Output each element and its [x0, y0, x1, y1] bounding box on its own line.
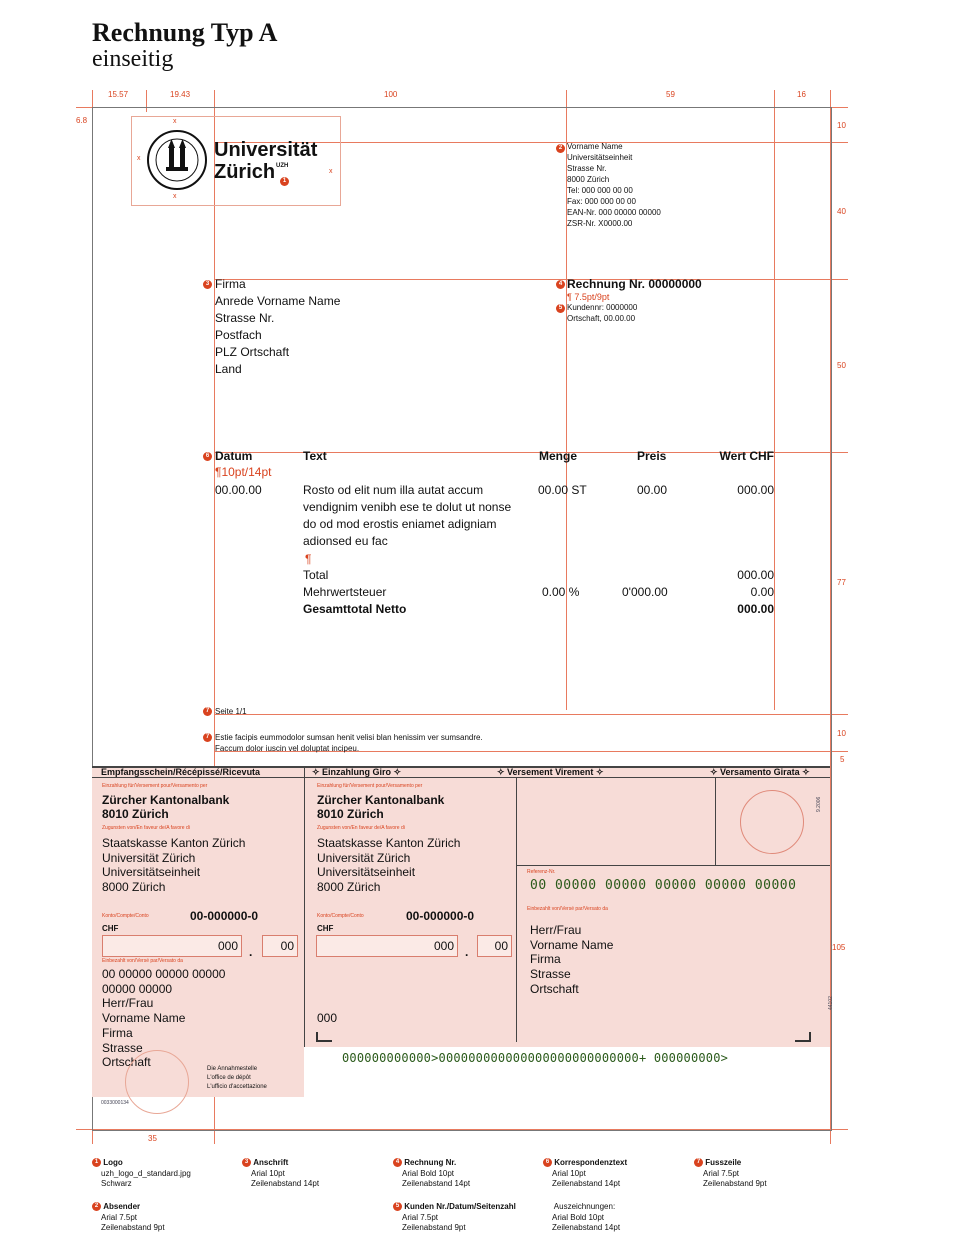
- row-text-line: adionsed eu fac: [303, 534, 388, 548]
- bank-city-mid: 8010 Zürich: [317, 807, 384, 821]
- ref-line: 00000 00000: [102, 981, 173, 996]
- dim-bottom: 35: [148, 1134, 157, 1143]
- row-qty: 00.00 ST: [538, 483, 587, 497]
- grand-value: 000.00: [737, 602, 774, 616]
- legend-line: Arial Bold 10pt: [402, 1168, 455, 1178]
- bank-name: Zürcher Kantonalbank: [102, 793, 230, 807]
- ref-line: 00 00000 00000 00000: [102, 967, 226, 981]
- lbl-einbez: Einbezahlt von/Versé par/Versato da: [102, 958, 183, 964]
- amount-value: 000: [217, 939, 238, 953]
- logo-line2: Zürich: [214, 161, 276, 183]
- annahme-line: Die Annahmestelle: [207, 1066, 258, 1072]
- slip-divider: [304, 766, 305, 1047]
- footer-text1: Estie facipis eummodolor sumsan henit velisi blan henissim ver sumsandre.: [215, 733, 483, 742]
- dim-top-5: 16: [797, 90, 806, 99]
- payer-line: Strasse: [530, 967, 571, 982]
- dim-right-5: 10: [837, 729, 846, 738]
- marker-7: 7: [203, 707, 212, 716]
- amount-field-mid[interactable]: [316, 935, 458, 957]
- recipient-line: Anrede Vorname Name: [215, 294, 341, 308]
- payer-line: Ortschaft: [530, 981, 579, 996]
- invoice-number: Rechnung Nr. 00000000: [567, 277, 702, 291]
- dim-right-6: 5: [840, 755, 845, 764]
- slip-h3-label: Versement Virement: [507, 767, 594, 777]
- legend-item-5: [393, 1202, 516, 1234]
- grand-label: Gesamttotal Netto: [303, 602, 407, 616]
- col-text: Text: [303, 449, 327, 463]
- payer-line: Firma: [102, 1025, 133, 1040]
- corner-mark: [316, 1032, 332, 1042]
- dim-top-2: 19.43: [170, 90, 191, 99]
- row-text-line: vendignim venibh ese te dolut ut nonse: [303, 500, 512, 514]
- legend-bullet: 2: [92, 1202, 101, 1211]
- favour-block: [102, 836, 245, 895]
- legend-line: Zeilenabstand 9pt: [402, 1223, 466, 1232]
- sender-line: Tel: 000 000 00 00: [567, 186, 633, 195]
- amount-value-mid: 000: [433, 939, 454, 953]
- vat-rate: 0.00 %: [542, 585, 580, 599]
- legend-line: uzh_logo_d_standard.jpg: [101, 1168, 191, 1178]
- legend-line: Zeilenabstand 14pt: [552, 1223, 621, 1232]
- lbl-einbez-right: Einbezahlt von/Versé par/Versato da: [527, 906, 608, 912]
- page-subtitle: einseitig: [92, 46, 174, 72]
- payer-block-right: [530, 923, 613, 997]
- dim-right-4: 77: [837, 578, 846, 587]
- slip-divider: [516, 778, 517, 1042]
- recipient-line: Land: [215, 362, 242, 376]
- lbl-konto: Konto/Compte/Conto: [102, 913, 149, 919]
- payer-line: Vorname Name: [530, 937, 614, 952]
- cents-field[interactable]: [262, 935, 298, 957]
- chf-label: CHF: [102, 924, 119, 933]
- legend-title: Auszeichnungen:: [553, 1202, 616, 1211]
- legend-bullet: 5: [393, 1202, 402, 1211]
- mid-amount: 000: [317, 1011, 338, 1025]
- logo-margin-mark: x: [137, 155, 141, 162]
- favour-line: Staatskasse Kanton Zürich: [317, 836, 461, 850]
- favour-line: Staatskasse Kanton Zürich: [102, 836, 246, 850]
- col-value: Wert CHF: [719, 449, 774, 463]
- legend-line: Zeilenabstand 14pt: [251, 1179, 320, 1188]
- legend-item-7: [543, 1202, 620, 1234]
- legend-bullet: 4: [393, 1158, 402, 1167]
- legend-title: Korrespondenztext: [554, 1158, 628, 1167]
- vat-value: 0.00: [750, 585, 774, 599]
- legend-line: Zeilenabstand 14pt: [402, 1179, 471, 1188]
- bank-name-mid: Zürcher Kantonalbank: [317, 793, 445, 807]
- row-text: [303, 482, 511, 550]
- legend-line: Arial 7.5pt: [402, 1212, 439, 1222]
- bank-city: 8010 Zürich: [102, 807, 169, 821]
- col-date: Datum: [215, 449, 253, 463]
- marker-5: 5: [556, 304, 565, 313]
- dim-right-7: 105: [832, 943, 846, 952]
- favour-line: 8000 Zürich: [317, 880, 381, 895]
- sender-line: ZSR-Nr. X0000.00: [567, 219, 633, 228]
- lbl-fav-mid: Zugunsten von/En faveur de/A favore di: [317, 825, 405, 831]
- footer-page: Seite 1/1: [215, 707, 247, 716]
- slip-h2: ✧ Einzahlung Giro ✧: [312, 767, 402, 777]
- legend-line: Arial 10pt: [251, 1168, 285, 1178]
- uzh-seal-icon: [146, 129, 208, 191]
- amount-field[interactable]: [102, 935, 242, 957]
- marker-3: 3: [203, 280, 212, 289]
- row-date: 00.00.00: [215, 483, 262, 497]
- logo-line1: Universität: [214, 139, 318, 161]
- legend-bullet: 6: [543, 1158, 552, 1167]
- chf-label-mid: CHF: [317, 924, 334, 933]
- legend-bullet: 1: [92, 1158, 101, 1167]
- legend-item-8: [694, 1158, 767, 1190]
- legend-line: Arial 7.5pt: [101, 1212, 138, 1222]
- sender-line: Universitätseinheit: [567, 153, 633, 162]
- stamp-circle-right: [740, 790, 804, 854]
- lbl-pay-mid: Einzahlung für/Versement pour/Versamento per: [317, 783, 423, 789]
- dim-top-1: 15.57: [108, 90, 129, 99]
- annahme-line: L'office de dépôt: [207, 1075, 251, 1081]
- legend-bullet: 7: [694, 1158, 703, 1167]
- lbl-ref: Referenz-Nr.: [527, 869, 556, 875]
- reference-number: 00 00000 00000 00000 00000 00000: [530, 878, 797, 893]
- logo-margin-mark: x: [173, 193, 177, 200]
- favour-line: Universitätseinheit: [102, 865, 201, 880]
- amount-dot: .: [249, 945, 253, 959]
- sender-line: EAN-Nr. 000 00000 00000: [567, 208, 661, 217]
- marker-1: 1: [280, 177, 289, 186]
- sender-line: Strasse Nr.: [567, 164, 607, 173]
- lbl-pay: Einzahlung für/Versement pour/Versamento per: [102, 783, 208, 789]
- legend-title: Fusszeile: [705, 1158, 742, 1167]
- logo-area: [131, 116, 341, 206]
- annahme-block: [207, 1065, 267, 1092]
- legend-item-1: [92, 1158, 191, 1190]
- total-value: 000.00: [737, 568, 774, 582]
- recipient-block: [215, 276, 340, 378]
- row-text-line: do od mod erostis eniamet adigniam: [303, 517, 497, 531]
- favour-line: Universitätseinheit: [317, 865, 416, 880]
- logo-margin-mark: x: [173, 118, 177, 125]
- total-label: Total: [303, 568, 329, 582]
- legend-line: Zeilenabstand 9pt: [101, 1223, 165, 1232]
- legend-bullet: 3: [242, 1158, 251, 1167]
- legend-line: Arial 10pt: [552, 1168, 586, 1178]
- konto-number-mid: 00-000000-0: [406, 909, 475, 923]
- lbl-konto-mid: Konto/Compte/Conto: [317, 913, 364, 919]
- row-value: 000.00: [737, 483, 774, 497]
- legend-title: Rechnung Nr.: [404, 1158, 457, 1167]
- invoice-place-date: Ortschaft, 00.00.00: [567, 314, 636, 323]
- legend-line: Arial Bold 10pt: [552, 1212, 605, 1222]
- sender-block: [567, 141, 661, 229]
- side-code-2: 44102: [828, 996, 834, 1010]
- cents-value-mid: 00: [494, 939, 508, 953]
- cents-value: 00: [280, 939, 294, 953]
- payer-line: Vorname Name: [102, 1011, 186, 1026]
- dim-top-4: 59: [666, 90, 675, 99]
- sender-line: 8000 Zürich: [567, 175, 610, 184]
- legend-item-3: [242, 1158, 319, 1190]
- row-price: 00.00: [637, 483, 668, 497]
- page-title: Rechnung Typ A: [92, 18, 278, 47]
- payer-line: Firma: [530, 952, 561, 967]
- sender-line: Fax: 000 000 00 00: [567, 197, 636, 206]
- legend-title: Logo: [103, 1158, 123, 1167]
- favour-line: 8000 Zürich: [102, 880, 166, 895]
- recipient-line: Strasse Nr.: [215, 311, 275, 325]
- slip-divider: [517, 865, 830, 866]
- pilcrow: ¶: [305, 552, 312, 566]
- slip-h3: ✧ Versement Virement ✧: [497, 767, 604, 777]
- slip-h2-label: Einzahlung Giro: [322, 767, 392, 777]
- payer-line: Strasse: [102, 1040, 143, 1055]
- logo-margin-mark: x: [329, 168, 333, 175]
- legend-title: Kunden Nr./Datum/Seitenzahl: [404, 1202, 516, 1211]
- dim-right-2: 40: [837, 207, 846, 216]
- col-qty: Menge: [539, 449, 578, 463]
- legend-line: Zeilenabstand 14pt: [552, 1179, 621, 1188]
- recipient-line: Firma: [215, 277, 246, 291]
- amount-dot-mid: .: [465, 945, 469, 959]
- cents-field-mid[interactable]: [477, 935, 512, 957]
- favour-block-mid: [317, 836, 460, 895]
- recipient-line: Postfach: [215, 328, 262, 342]
- dim-top-3: 100: [384, 90, 398, 99]
- row-text-line: Rosto od elit num illa autat accum: [303, 483, 484, 497]
- footer-text2: Faccum dolor iuscin vel doluptat incipeu.: [215, 744, 360, 753]
- legend-line: Arial 7.5pt: [703, 1168, 740, 1178]
- legend-title: Anschrift: [253, 1158, 289, 1167]
- recipient-line: PLZ Ortschaft: [215, 345, 290, 359]
- legend-item-4: [393, 1158, 470, 1190]
- stamp-circle: [125, 1050, 189, 1114]
- marker-7b: 7: [203, 733, 212, 742]
- annahme-line: L'ufficio d'accettazione: [207, 1084, 267, 1090]
- invoice-customer: Kundennr: 0000000: [567, 303, 638, 312]
- lbl-fav: Zugunsten von/En faveur de/A favore di: [102, 825, 190, 831]
- legend-item-6: [543, 1158, 627, 1190]
- vat-label: Mehrwertsteuer: [303, 585, 387, 599]
- logo-sup: UZH: [276, 163, 289, 169]
- vat-base: 0'000.00: [622, 585, 668, 599]
- legend-line: Schwarz: [101, 1179, 132, 1188]
- legend-line: Zeilenabstand 9pt: [703, 1179, 767, 1188]
- payer-line: Ortschaft: [102, 1055, 151, 1070]
- side-code-1: 9.2006: [816, 796, 822, 812]
- slip-h4: ✧ Versamento Girata ✧: [710, 767, 810, 777]
- dim-right-1: 10: [837, 121, 846, 130]
- sender-line: Vorname Name: [567, 142, 623, 151]
- dim-left: 6.8: [76, 116, 88, 125]
- ocr-line: 000000000000>000000000000000000000000000+ 000000000>: [342, 1051, 729, 1065]
- dim-right-3: 50: [837, 361, 846, 370]
- marker-2: 2: [556, 144, 565, 153]
- konto-number: 00-000000-0: [190, 909, 259, 923]
- small-code: 0033000134: [101, 1100, 129, 1106]
- marker-4: 4: [556, 280, 565, 289]
- invoice-spec: ¶ 7.5pt/9pt: [567, 292, 610, 302]
- legend-item-2: [92, 1202, 165, 1234]
- slip-divider: [715, 778, 716, 865]
- favour-line: Universität Zürich: [102, 850, 196, 865]
- col-price: Preis: [637, 449, 667, 463]
- payer-line: Herr/Frau: [102, 996, 154, 1011]
- favour-line: Universität Zürich: [317, 850, 411, 865]
- table-spec: ¶10pt/14pt: [215, 465, 272, 479]
- payer-line: Herr/Frau: [530, 923, 582, 937]
- corner-mark: [795, 1032, 811, 1042]
- marker-6: 6: [203, 452, 212, 461]
- legend-title: Absender: [103, 1202, 141, 1211]
- slip-h4-label: Versamento Girata: [720, 767, 800, 777]
- slip-h1: Empfangsschein/Récépissé/Ricevuta: [101, 767, 261, 777]
